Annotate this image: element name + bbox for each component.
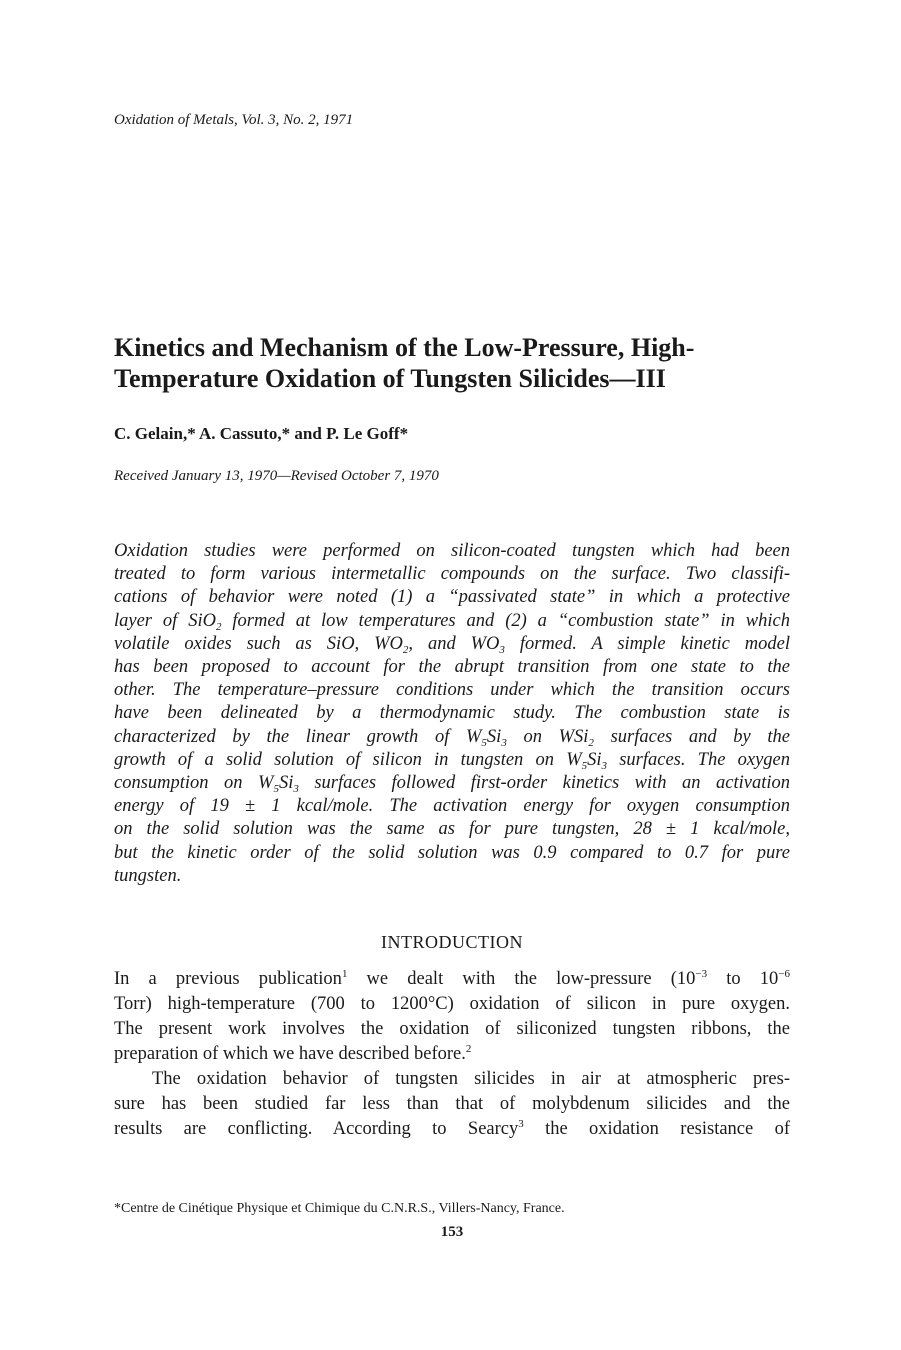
paragraph-line: The present work involves the oxidation of siliconized tungsten ribbons, the — [114, 1019, 790, 1039]
abstract-line: other. The temperature–pressure conditions under which the transition occurs — [114, 680, 790, 701]
text-run: growth of a solid solution of silicon in tungsten on W — [114, 749, 582, 770]
abstract-line — [114, 749, 790, 772]
author-list: C. Gelain,* A. Cassuto,* and P. Le Goff* — [114, 424, 409, 443]
subscript: 5 — [481, 736, 487, 749]
document-page — [114, 0, 790, 1350]
abstract-line — [114, 772, 790, 795]
reference-marker: 3 — [518, 1118, 524, 1130]
text-run: Si — [278, 773, 294, 794]
paragraph-line: The oxidation behavior of tungsten silicides in air at atmospheric pres- — [152, 1069, 790, 1089]
text-run: surfaces and by the — [593, 726, 790, 747]
text-run: formed at low temperatures and (2) a “combustion state” in which — [221, 610, 790, 631]
text-run: volatile oxides such as SiO, WO — [114, 633, 403, 654]
article-title — [114, 332, 790, 394]
subscript: 2 — [215, 620, 222, 633]
abstract-line — [114, 633, 790, 656]
text-run: characterized by the linear growth of W — [114, 726, 482, 747]
abstract-line: treated to form various intermetallic compounds on the surface. Two classifi- — [114, 564, 790, 585]
text-run: surfaces. The oxygen — [607, 749, 790, 770]
text-run: layer of SiO — [114, 610, 216, 631]
reference-marker: 1 — [341, 968, 348, 980]
subscript: 3 — [499, 643, 505, 656]
text-run: consumption on W — [114, 773, 274, 794]
abstract-line: on the solid solution was the same as for pure tungsten, 28 ± 1 kcal/mole, — [114, 819, 790, 840]
text-run: Si — [587, 749, 602, 770]
abstract-line — [114, 726, 790, 749]
affiliation-footnote: *Centre de Cinétique Physique et Chimique du C.N.R.S., Villers-Nancy, France. — [114, 1201, 565, 1216]
paragraph-line: sure has been studied far less than that of molybdenum silicides and the — [114, 1094, 790, 1114]
paragraph-line — [114, 1042, 790, 1067]
text-run: we dealt with the low-pressure (10 — [347, 969, 696, 989]
text-run: on WSi — [506, 726, 589, 747]
text-run: , and WO — [408, 633, 500, 654]
subscript: 2 — [402, 643, 409, 656]
journal-citation: Oxidation of Metals, Vol. 3, No. 2, 1971 — [114, 112, 354, 128]
subscript: 2 — [588, 736, 594, 749]
text-run: to 10 — [707, 969, 779, 989]
text-run: the oxidation resistance of — [523, 1119, 790, 1139]
text-run: formed. A simple kinetic model — [504, 633, 791, 654]
text-run: surfaces followed first-order kinetics with an activation — [298, 773, 790, 794]
abstract-line: tungsten. — [114, 865, 182, 886]
paragraph-line — [114, 1117, 790, 1142]
abstract-line: Oxidation studies were performed on silicon-coated tungsten which had been — [114, 541, 790, 561]
subscript: 3 — [501, 736, 507, 749]
abstract-line: have been delineated by a thermodynamic study. The combustion state is — [114, 703, 790, 724]
text-run: Si — [486, 726, 502, 747]
paragraph-line — [114, 967, 790, 992]
subscript: 3 — [601, 759, 607, 772]
section-heading: INTRODUCTION — [381, 932, 523, 952]
reference-marker: 2 — [465, 1043, 472, 1055]
superscript: −6 — [778, 968, 790, 980]
subscript: 5 — [273, 783, 279, 796]
introduction-body — [114, 967, 790, 1142]
title-line-2: Temperature Oxidation of Tungsten Silicides—III — [114, 364, 666, 393]
abstract-line: energy of 19 ± 1 kcal/mole. The activation energy for oxygen consumption — [114, 796, 790, 817]
abstract-line: but the kinetic order of the solid solution was 0.9 compared to 0.7 for pure — [114, 842, 790, 863]
subscript: 3 — [293, 783, 299, 796]
superscript: −3 — [695, 968, 708, 980]
abstract-line — [114, 610, 790, 633]
abstract-line: has been proposed to account for the abrupt transition from one state to the — [114, 657, 790, 678]
paragraph-line: Torr) high-temperature (700 to 1200°C) oxidation of silicon in pure oxygen. — [114, 994, 790, 1014]
text-run: results are conflicting. According to Searcy — [114, 1119, 519, 1139]
title-line-1: Kinetics and Mechanism of the Low-Pressure, High- — [114, 333, 695, 362]
text-run: preparation of which we have described before. — [114, 1044, 466, 1064]
subscript: 5 — [581, 759, 588, 772]
abstract — [114, 540, 790, 888]
abstract-line: cations of behavior were noted (1) a “passivated state” in which a protective — [114, 587, 790, 608]
text-run: In a previous publication — [114, 969, 342, 989]
page-number: 153 — [440, 1224, 464, 1240]
received-dates: Received January 13, 1970—Revised October 7, 1970 — [114, 468, 439, 484]
